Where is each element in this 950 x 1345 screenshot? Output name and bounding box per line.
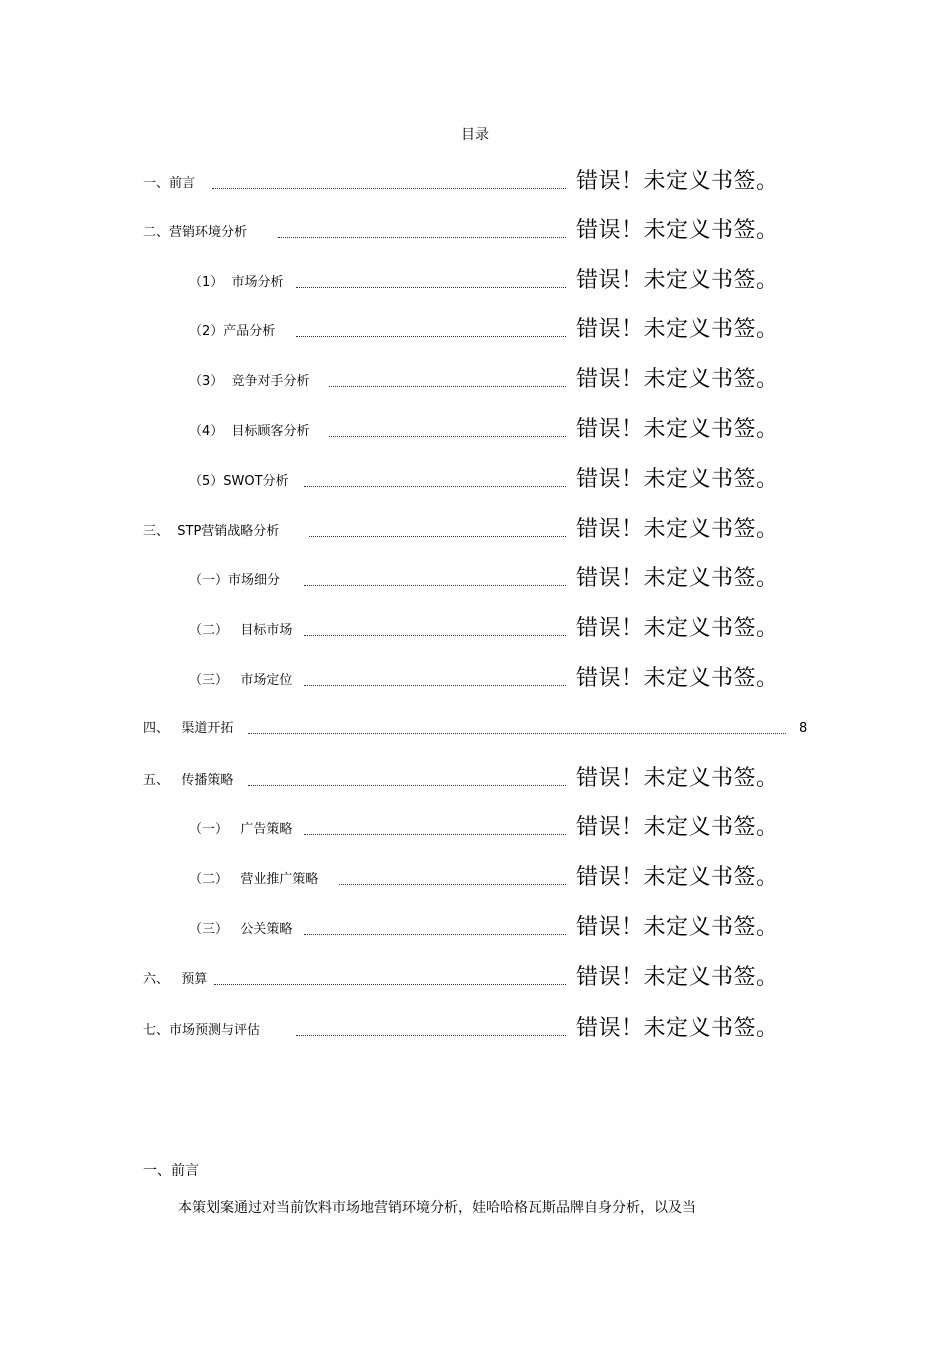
toc-entry-label: 七、市场预测与评估 [143,1023,261,1038]
toc-leader-dots [304,585,566,586]
toc-entry[interactable] [0,563,950,593]
toc-entry[interactable] [0,613,950,643]
toc-entry-label: （4） 目标顾客分析 [189,424,310,439]
toc-entry[interactable] [0,464,950,494]
toc-entry-error: 错误！未定义书签。 [576,218,779,243]
toc-leader-dots [304,685,566,686]
toc-title: 目录 [461,127,489,143]
toc-entry-label: （三） 公关策略 [189,922,293,937]
toc-entry-error: 错误！未定义书签。 [576,467,779,492]
toc-leader-dots [329,436,566,437]
toc-entry-error: 错误！未定义书签。 [576,367,779,392]
toc-leader-dots [329,386,566,387]
toc-entry-label: （3） 竞争对手分析 [189,374,310,389]
toc-entry[interactable] [0,166,950,196]
toc-entry-label: （1） 市场分析 [189,275,284,290]
toc-entry-label: （2）产品分析 [189,324,276,339]
toc-entry-label: 三、 STP营销战略分析 [143,524,280,539]
toc-entry[interactable] [0,711,950,741]
toc-leader-dots [304,486,566,487]
toc-entry-label: （二） 目标市场 [189,623,293,638]
toc-entry-label: （一） 广告策略 [189,822,293,837]
toc-entry-label: 五、 传播策略 [143,773,234,788]
toc-leader-dots [278,237,566,238]
toc-leader-dots [304,635,566,636]
toc-entry-label: 四、 渠道开拓 [143,721,234,736]
toc-entry-label: 一、前言 [143,176,196,191]
toc-leader-dots [339,884,566,885]
toc-entry-error: 错误！未定义书签。 [576,317,779,342]
toc-entry-error: 错误！未定义书签。 [576,965,779,990]
toc-entry-error: 错误！未定义书签。 [576,566,779,591]
toc-entry-label: （一）市场细分 [189,573,281,588]
toc-leader-dots [296,1035,566,1036]
toc-entry-error: 错误！未定义书签。 [576,865,779,890]
toc-entry[interactable] [0,364,950,394]
toc-entry[interactable] [0,1013,950,1043]
toc-entry[interactable] [0,862,950,892]
toc-entry-label: 二、营销环境分析 [143,225,248,240]
toc-leader-dots [304,834,566,835]
body-paragraph: 本策划案通过对当前饮料市场地营销环境分析，娃哈哈格瓦斯品牌自身分析，以及当 [178,1200,696,1216]
toc-leader-dots [309,536,566,537]
toc-entry-error: 错误！未定义书签。 [576,268,779,293]
toc-entry[interactable] [0,514,950,544]
toc-entry-label: （二） 营业推广策略 [189,872,319,887]
toc-entry[interactable] [0,215,950,245]
toc-entry[interactable] [0,265,950,295]
toc-entry-error: 错误！未定义书签。 [576,915,779,940]
toc-entry[interactable] [0,314,950,344]
toc-entry-label: 六、 预算 [143,972,208,987]
toc-entry[interactable] [0,962,950,992]
toc-entry[interactable] [0,763,950,793]
toc-entry[interactable] [0,912,950,942]
toc-entry-error: 错误！未定义书签。 [576,815,779,840]
toc-leader-dots [296,336,566,337]
toc-entry[interactable] [0,812,950,842]
toc-entry-label: （三） 市场定位 [189,673,293,688]
toc-entry-error: 错误！未定义书签。 [576,1016,779,1041]
toc-entry-error: 错误！未定义书签。 [576,517,779,542]
toc-entry-error: 错误！未定义书签。 [576,417,779,442]
toc-entry[interactable] [0,663,950,693]
toc-entry-error: 错误！未定义书签。 [576,666,779,691]
toc-leader-dots [248,733,786,734]
toc-leader-dots [212,188,566,189]
toc-entry-error: 错误！未定义书签。 [576,616,779,641]
toc-entry-error: 错误！未定义书签。 [576,766,779,791]
toc-page-number: 8 [799,721,808,736]
toc-entry-label: （5）SWOT分析 [189,474,289,489]
toc-leader-dots [214,984,566,985]
toc-entry-error: 错误！未定义书签。 [576,169,779,194]
toc-entry[interactable] [0,414,950,444]
toc-leader-dots [304,934,566,935]
toc-leader-dots [296,287,566,288]
section-heading: 一、前言 [143,1163,199,1179]
toc-leader-dots [248,785,566,786]
